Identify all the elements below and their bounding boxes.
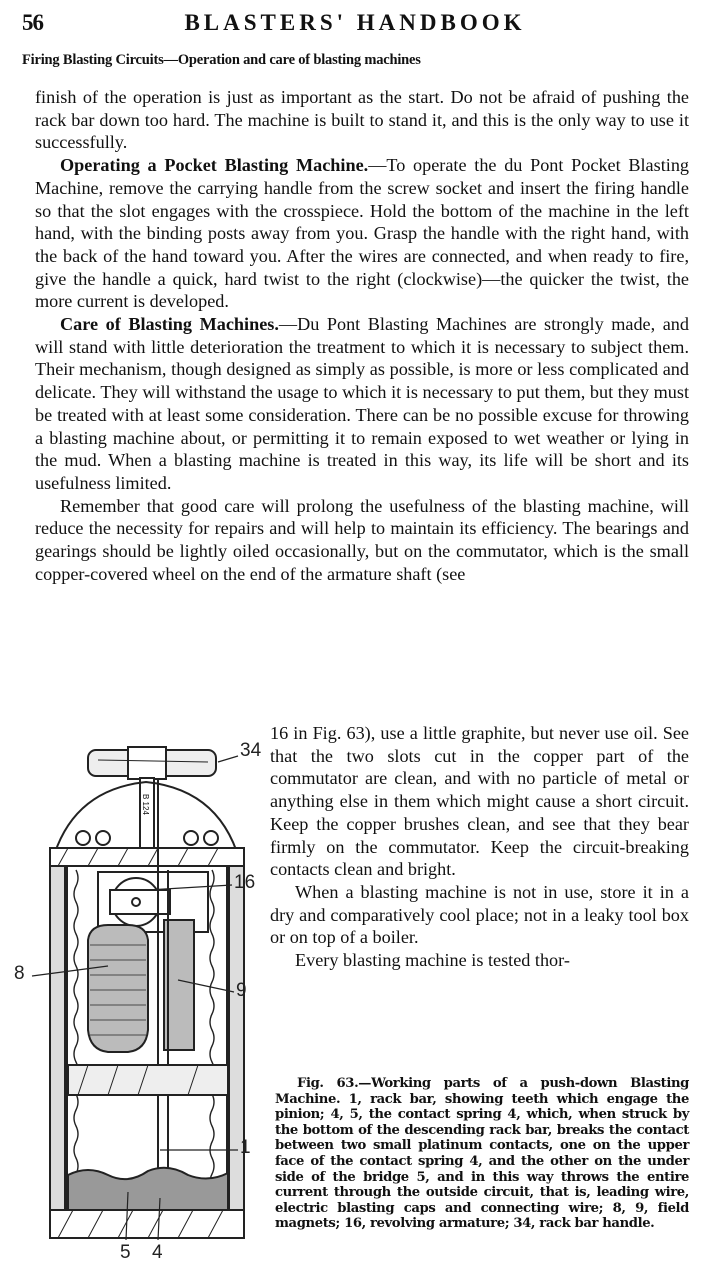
paragraph: Every blasting machine is tested thor- [295,950,570,971]
paragraph-text: —Du Pont Blasting Machines are strongly made, and will stand with little deterioration the treatment to which it is necessary to subject them. Their mechanism, though designed as simply as possible, is more or less complicated and delicate. They will withstand the usage to which it is necessary to put them, but they must be treated with at least some consideration. There can be no possible excuse for throwing a blasting machine about, or permitting it to remain exposed to wet weather or lying in the mud. When a blasting machine is treated in this way, its life will be short and its usefulness limited. [35,314,689,493]
page-number: 56 [22,10,43,35]
label-16: 16 [234,872,256,893]
wrapped-text [270,722,689,972]
figure-blasting-machine [14,730,268,1270]
paragraph: Remember that good care will prolong the usefulness of the blasting machine, will reduce the necessity for repairs and will help to maintain its efficiency. The bearings and gearings should be lightly oiled occasionally, but on the commutator, which is the small copper-covered wheel on the end of the armature shaft (see [35,495,689,584]
label-1: 1 [240,1137,251,1158]
paragraph-operating [35,154,689,313]
paragraph-care [35,313,689,495]
run-in-heading: Operating a Pocket Blasting Machine. [60,155,369,176]
paragraph: When a blasting machine is not in use, store it in a dry and comparatively cool place; not in a leaky tool box or on top of a boiler. [270,881,689,948]
figure-caption [275,1076,689,1232]
running-title: BLASTERS' HANDBOOK [184,10,526,35]
label-4: 4 [152,1242,163,1263]
run-in-heading: Care of Blasting Machines. [60,314,279,335]
label-34: 34 [240,740,262,761]
stamp-text: B 124 [141,794,150,815]
paragraph: finish of the operation is just as important as the start. Do not be afraid of pushing the rack bar down too hard. The machine is built to stand it, and this is the only way to use it successfully. [35,87,689,153]
caption-text: Fig. 63.—Working parts of a push-down Blasting Machine. 1, rack bar, showing teeth which engage the pinion; 4, 5, the contact spring 4, which, when struck by the bottom of the descending rack bar, breaks the contact between two small platinum contacts, one on the upper face of the contact spring 4, and the other on the under side of the bridge 5, and in this way throws the entire current through the outside circuit, that is, leading wire, electric blasting caps and connecting wire; 8, 9, field magnets; 16, revolving armature; 34, rack bar handle. [275,1076,689,1232]
label-9: 9 [236,980,247,1001]
label-5: 5 [120,1242,131,1263]
paragraph-text: —To operate the du Pont Pocket Blasting Machine, remove the carrying handle from the screw socket and insert the firing handle so that the slot engages with the crosspiece. Hold the bottom of the machine in the left hand, with the binding posts away from you. Grasp the handle with the right hand, with the back of the hand toward you. After the wires are connected, and when ready to fire, give the handle a quick, hard twist to the right (clockwise)—the quicker the twist, the more current is developed. [35,155,690,312]
label-8: 8 [14,963,25,984]
paragraph: 16 in Fig. 63), use a little graphite, but never use oil. See that the two slots cut in the copper part of the commutator are clean, and with no particle of metal or anything else in them which might cause a short circuit. Keep the copper brushes clean, and see that they bear firmly on the commutator. Keep the circuit-breaking contacts clean and bright. [270,723,689,880]
section-heading: Firing Blasting Circuits—Operation and care of blasting machines [22,52,421,68]
main-text [35,86,689,585]
